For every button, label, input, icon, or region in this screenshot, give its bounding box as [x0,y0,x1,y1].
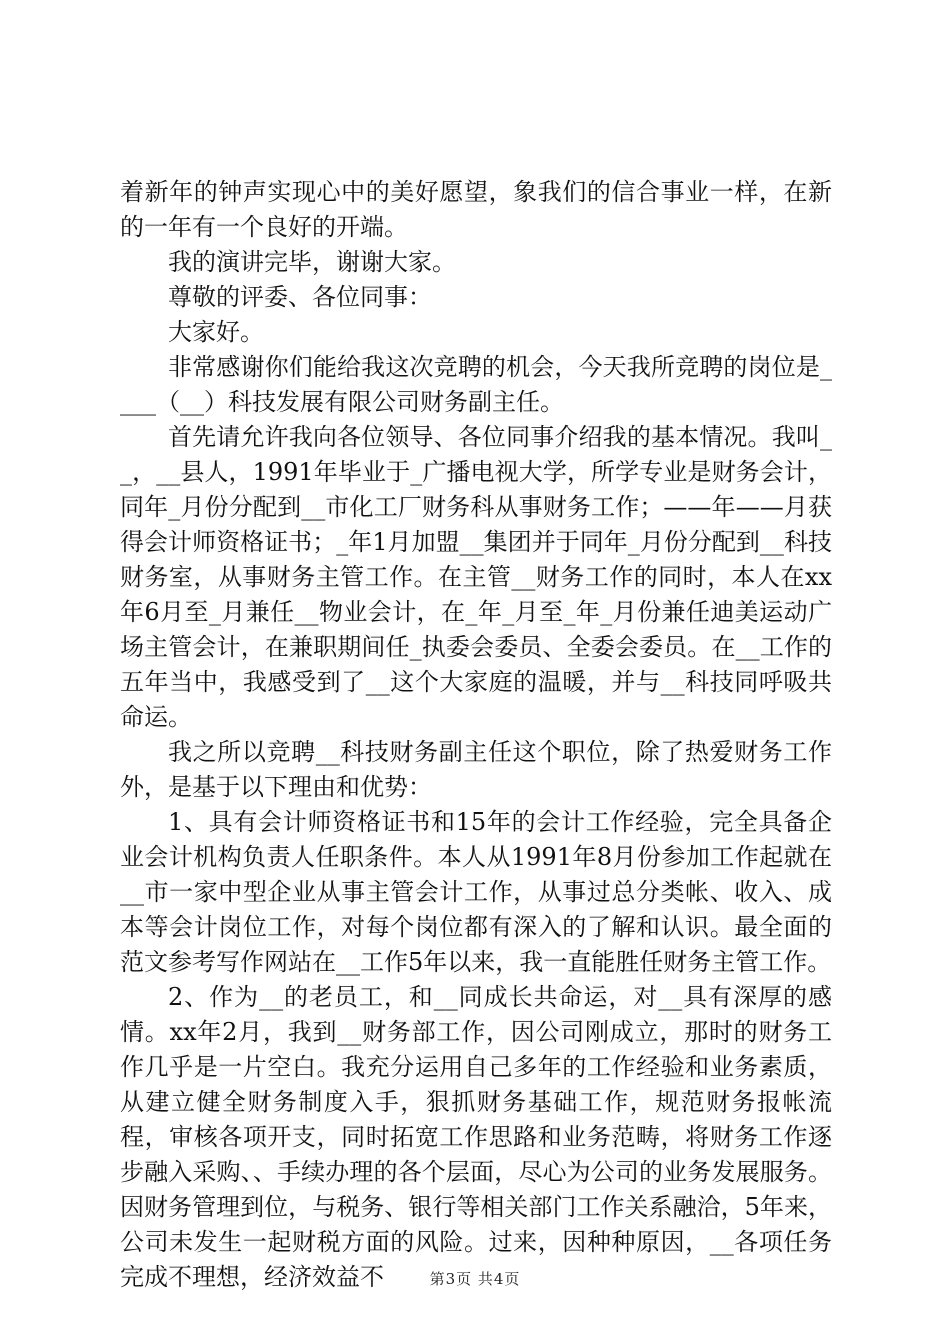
document-body [120,175,832,1295]
paragraph-7: 我之所以竞聘__科技财务副主任这个职位，除了热爱财务工作外，是基于以下理由和优势： [120,738,832,801]
paragraph-5: 非常感谢你们能给我这次竞聘的机会，今天我所竞聘的岗位是____（__）科技发展有限公司财务副主任。 [120,353,832,416]
paragraph-1: 着新年的钟声实现心中的美好愿望，象我们的信合事业一样，在新的一年有一个良好的开端。 [120,178,832,241]
paragraph-8: 1、具有会计师资格证书和15年的会计工作经验，完全具备企业会计机构负责人任职条件。本人从1991年8月份参加工作起就在__市一家中型企业从事主管会计工作，从事过总分类帐、收入、成本等会计岗位工作，对每个岗位都有深入的了解和认识。最全面的范文参考写作网站在__工作5年以来，我一直能胜任财务主管工作。 [120,808,832,976]
paragraph-9: 2、作为__的老员工，和__同成长共命运，对__具有深厚的感情。xx年2月，我到__财务部工作，因公司刚成立，那时的财务工作几乎是一片空白。我充分运用自己多年的工作经验和业务素质，从建立健全财务制度入手，狠抓财务基础工作，规范财务报帐流程，审核各项开支，同时拓宽工作思路和业务范畴，将财务工作逐步融入采购、、手续办理的各个层面，尽心为公司的业务发展服务。因财务管理到位，与税务、银行等相关部门工作关系融洽，5年来，公司未发生一起财税方面的风险。过来，因种种原因，__各项任务完成不理想，经济效益不 [120,983,832,1291]
paragraph-6: 首先请允许我向各位领导、各位同事介绍我的基本情况。我叫__，__县人，1991年毕业于_广播电视大学，所学专业是财务会计，同年_月份分配到__市化工厂财务科从事财务工作；——年——月获得会计师资格证书；_年1月加盟__集团并于同年_月份分配到__科技财务室，从事财务主管工作。在主管__财务工作的同时，本人在xx年6月至_月兼任__物业会计，在_年_月至_年_月份兼任迪美运动广场主管会计，在兼职期间任_执委会委员、全委会委员。在__工作的五年当中，我感受到了__这个大家庭的温暖，并与__科技同呼吸共命运。 [120,423,832,731]
page-number-footer: 第3页 共4页 [429,1270,521,1288]
paragraph-2: 我的演讲完毕，谢谢大家。 [168,248,456,276]
paragraph-4: 大家好。 [168,318,264,346]
paragraph-3: 尊敬的评委、各位同事： [168,283,432,311]
